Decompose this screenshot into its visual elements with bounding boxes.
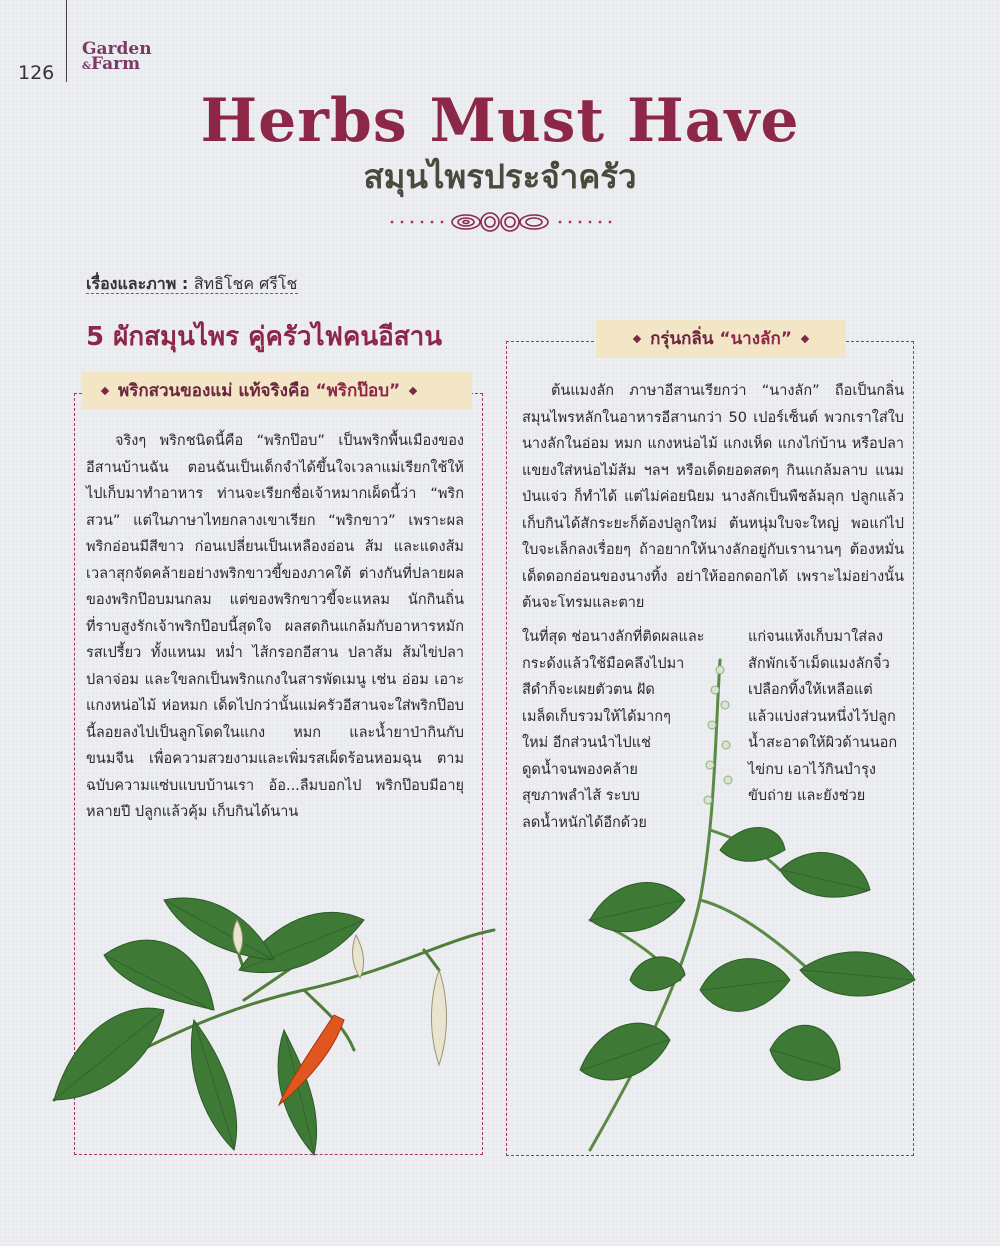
chili-heading-name: “พริกป๊อบ”	[315, 381, 401, 401]
diamond-icon	[409, 387, 417, 395]
byline-author: สิทธิโชค ศรีโช	[193, 274, 298, 293]
ornament-divider	[386, 208, 616, 236]
logo-line2-text: Farm	[91, 54, 141, 74]
basil-box-heading	[596, 320, 846, 358]
chili-plant-illustration	[44, 860, 504, 1160]
byline-underline	[86, 293, 298, 294]
logo-line1: Garden	[82, 39, 152, 59]
text-line: ลดน้ำหนักได้อีกด้วย	[522, 814, 647, 831]
logo-amp: &	[82, 61, 92, 72]
text-line: เมล็ดเก็บรวมให้ได้มากๆ	[522, 708, 671, 725]
basil-heading-name: “นางลัก”	[719, 329, 792, 349]
basil-heading-prefix: กรุ่นกลิ่น	[650, 329, 714, 349]
byline-label: เรื่องและภาพ :	[86, 274, 189, 293]
white-chili	[432, 970, 447, 1065]
diamond-icon	[801, 335, 809, 343]
page-subtitle: สมุนไพรประจำครัว	[363, 157, 637, 196]
text-line: สักพักเจ้าเม็ดแมงลักจิ๋ว	[748, 655, 890, 672]
page-number: 126	[18, 62, 55, 84]
text-line: เปลือกทิ้งให้เหลือแต่	[748, 682, 873, 698]
text-line: สีดำก็จะเผยตัวตน ฝัด	[522, 682, 655, 698]
text-line: ในที่สุด ช่อนางลักที่ติดผลและ	[522, 629, 705, 645]
diamond-icon	[101, 387, 109, 395]
chili-box-heading	[82, 372, 472, 410]
basil-paragraph: ต้นแมงลัก ภาษาอีสานเรียกว่า “นางลัก” ถือเป็นกลิ่นสมุนไพรหลักในอาหารอีสานกว่า 50 เปอร์เซ็นต์ พวกเราใส่ใบนางลักในอ่อม หมก แกงหน่อไม้ แกงเห็ด แกงไก่บ้าน หรือปลาแขยงใส่หน่อไม้ส้ม ฯลฯ หรือเด็ดยอดสดๆ กินแกล้มลาบ แนมป่นแจ่ว ก็ทำได้ แต่ไม่ค่อยนิยม นางลักเป็นพืชล้มลุก ปลูกแล้วเก็บกินได้สักระยะก็ต้องปลูกใหม่ ต้นหนุ่มใบจะใหญ่ พอแก่ไปใบจะเล็กลงเรื่อยๆ ถ้าอยากให้นางลักอยู่กับเรานานๆ ต้องหมั่นเด็ดดอกอ่อนของนางทิ้ง อย่าให้ออกดอกได้ เพราะไม่อย่างนั้นต้นจะโทรมและตาย	[522, 383, 904, 611]
text-line: ดูดน้ำจนพองคล้าย	[522, 761, 638, 778]
page-title: Herbs Must Have	[200, 86, 800, 156]
header-divider	[66, 0, 67, 82]
logo-line2	[82, 54, 152, 74]
basil-plant-illustration	[570, 650, 920, 1160]
diamond-icon	[633, 335, 641, 343]
text-line: สุขภาพลำไส้ ระบบ	[522, 788, 640, 804]
section-title: 5 ผักสมุนไพร คู่ครัวไฟคนอีสาน	[86, 322, 442, 352]
white-chili	[353, 935, 364, 978]
garden-farm-logo	[82, 39, 152, 74]
text-line: แก่จนแห้งเก็บมาใส่ลง	[748, 629, 884, 645]
text-line: ไข่กบ เอาไว้กินบำรุง	[748, 761, 876, 778]
text-line: แล้วแบ่งส่วนหนึ่งไว้ปลูก	[748, 708, 896, 725]
text-line: กระด้งแล้วใช้มือคลึงไปมา	[522, 655, 685, 672]
text-line: ใหม่ อีกส่วนนำไปแช่	[522, 735, 651, 751]
text-line: ขับถ่าย และยังช่วย	[748, 788, 866, 804]
text-line: น้ำสะอาดให้ผิวด้านนอก	[748, 735, 898, 751]
chili-paragraph: จริงๆ พริกชนิดนี้คือ “พริกป๊อบ” เป็นพริกพื้นเมืองของอีสานบ้านฉัน ตอนฉันเป็นเด็กจำได้ขึ้นใจเวลาแม่เรียกใช้ให้ไปเก็บมาทำอาหาร ท่านจะเรียกชื่อเจ้าหมากเผ็ดนี้ว่า “พริกสวน” แต่ในภาษาไทยกลางเขาเรียก “พริกขาว” เพราะผลพริกอ่อนมีสีขาว ก่อนเปลี่ยนเป็นเหลืองอ่อน ส้ม และแดงส้ม เวลาสุกจัดคล้ายอย่างพริกขาวขี้ของภาคใต้ ต่างกันที่ปลายผลของพริกป๊อบมนกลม แต่ของพริกขาวขี้จะแหลม นักกินถิ่นที่ราบสูงรักเจ้าพริกป๊อบนี้สุดใจ ผลสดกินแกล้มกับอาหารหมักรสเปรี้ยว ทั้งแหนม หม่ำ ไส้กรอกอีสาน ปลาส้ม ส้มไข่ปลา ปลาจ่อม และใขลกเป็นพริกแกงในสารพัดเมนู เช่น อ่อม เอาะ แกงหน่อไม้ ห่อหมก เด็ดไปกว่านั้นแม่ครัวอีสานจะใส่พริกป๊อบนี้ลอยลงไปเป็นลูกโดดในแกง หมก และน้ำยาป่ากินกับขนมจีน เพื่อความสวยงามและเพิ่มรสเผ็ดร้อนหอมฉุน ตามฉบับความแซ่บแบบบ้านเรา อ้อ...ลืมบอกไป พริกป๊อบมีอายุหลายปี ปลูกแล้วคุ้ม เก็บกินได้นาน	[86, 433, 464, 820]
chili-heading-prefix: พริกสวนของแม่ แท้จริงคือ	[118, 381, 310, 401]
